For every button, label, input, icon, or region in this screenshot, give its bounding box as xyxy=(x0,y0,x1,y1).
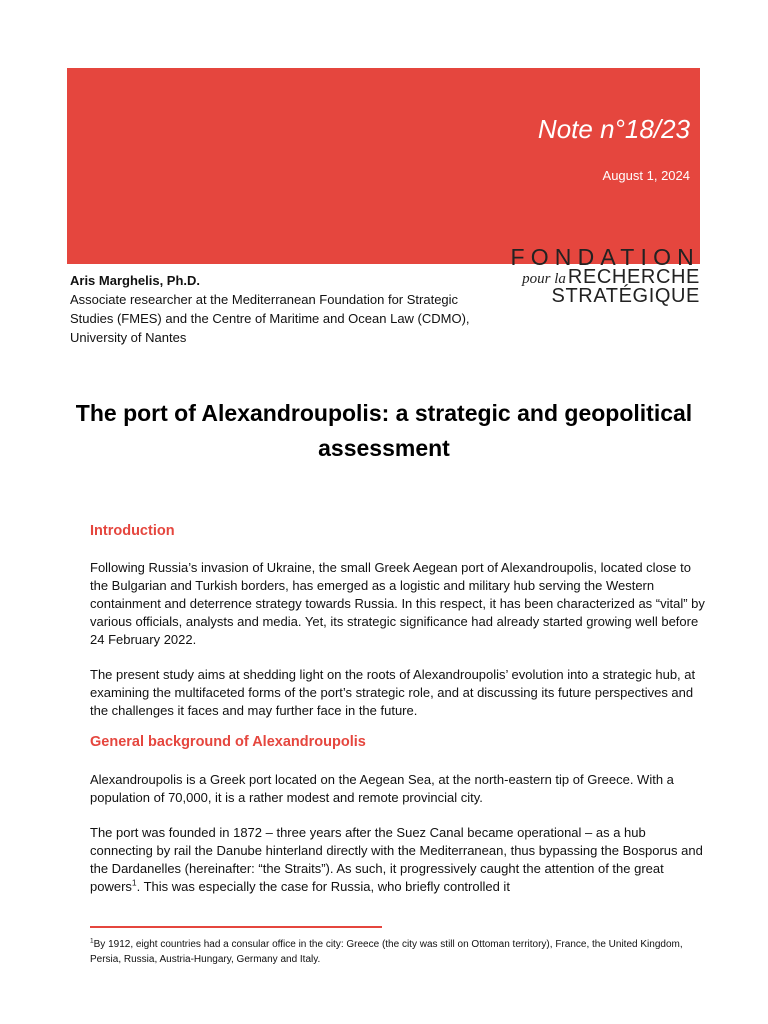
logo-fondation: FONDATION xyxy=(510,244,700,270)
footnote-divider xyxy=(90,926,382,928)
section-heading-introduction: Introduction xyxy=(90,523,175,539)
paragraph-text: The port was founded in 1872 – three years after the Suez Canal became operational – as a hub connecting by rail the Danube hinterland directly with the Mediterranean, thus bypassing the Bosporus and the Dardanelles (hereinafter: “the Straits”). As such, it progressively caught the attention of the great powers xyxy=(90,825,703,894)
note-number: Note n°18/23 xyxy=(537,114,690,144)
footnote-reference[interactable]: 1 xyxy=(131,877,137,888)
footnote xyxy=(90,937,710,967)
paragraph-text: . This was especially the case for Russia, who briefly controlled it xyxy=(136,879,510,894)
paragraph: Alexandroupolis is a Greek port located on the Aegean Sea, at the north-eastern tip of Greece. With a population of 70,000, it is a rather modest and remote provincial city. xyxy=(90,772,674,805)
section-heading-general-background: General background of Alexandroupolis xyxy=(90,734,366,750)
author-affiliation: Associate researcher at the Mediterranean Foundation for Strategic Studies (FMES) and the Centre of Maritime and Ocean Law (CDMO), University of Nantes xyxy=(70,292,470,345)
paragraph: Following Russia’s invasion of Ukraine, the small Greek Aegean port of Alexandroupolis, located close to the Bulgarian and Turkish borders, has emerged as a logistic and military hub serving the Western containment and deterrence strategy towards Russia. In this respect, it has been characterized as “vital” by various officials, analysts and media. Yet, its strategic significance had already started growing well before 24 February 2022. xyxy=(90,560,705,647)
document-body xyxy=(90,520,710,896)
author-name: Aris Marghelis, Ph.D. xyxy=(70,273,201,288)
logo-pour-la: pour la xyxy=(522,271,566,287)
paragraph: The present study aims at shedding light on the roots of Alexandroupolis’ evolution into a strategic hub, at examining the multifaceted forms of the port’s strategic role, and at discussing its future perspectives and the challenges it faces and may further face in the future. xyxy=(90,667,696,718)
header-banner xyxy=(67,68,700,264)
publication-date: August 1, 2024 xyxy=(602,168,690,183)
footnote-number: 1 xyxy=(90,937,94,945)
document-title: The port of Alexandroupolis: a strategic and geopolitical assessment xyxy=(75,400,693,461)
frs-logo xyxy=(476,244,700,306)
logo-recherche-word: RECHERCHE xyxy=(567,266,700,288)
author-block xyxy=(70,271,470,347)
logo-strategique: STRATÉGIQUE xyxy=(551,285,700,307)
paragraph xyxy=(90,824,710,896)
footnote-text: By 1912, eight countries had a consular office in the city: Greece (the city was still on Ottoman territory), France, the United Kingdom, Persia, Russia, Austria-Hungary, Germany and Italy. xyxy=(90,939,683,965)
